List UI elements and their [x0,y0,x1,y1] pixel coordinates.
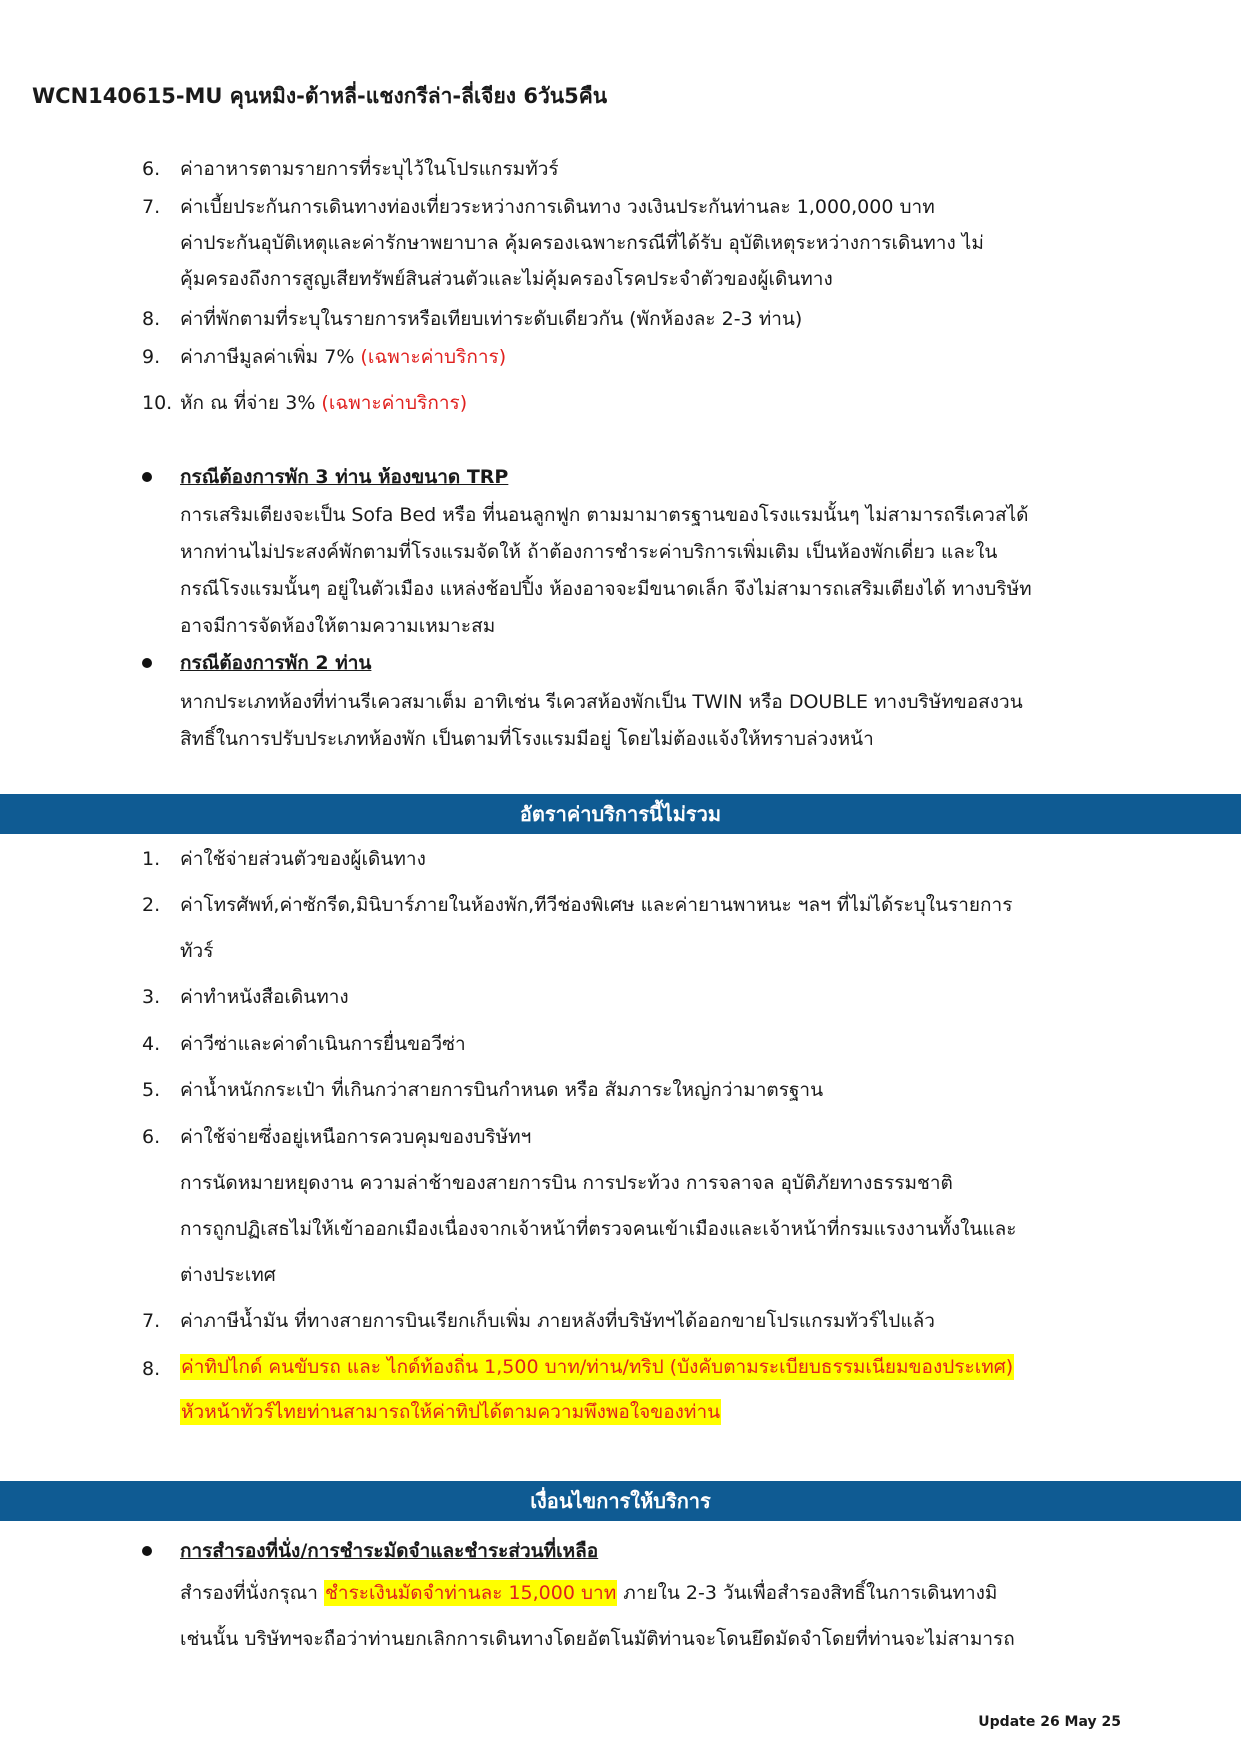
list-number: 7. [142,1310,161,1332]
list-item [180,348,506,367]
room-note-line: หากท่านไม่ประสงค์พักตามที่โรงแรมจัดให้ ถ้าต้องการชำระค่าบริการเพิ่มเติม เป็นห้องพักเดี่ยว และใน [180,541,998,563]
list-item: ค่าใช้จ่ายส่วนตัวของผู้เดินทาง [180,848,426,870]
room-note-heading: กรณีต้องการพัก 2 ท่าน [180,652,372,674]
conditions-line: เช่นนั้น บริษัทฯจะถือว่าท่านยกเลิกการเดินทางโดยอัตโนมัติท่านจะโดนยึดมัดจำโดยที่ท่านจะไม่สามารถ [180,1628,1015,1650]
room-note-line: อาจมีการจัดห้องให้ตามความเหมาะสม [180,615,496,637]
list-number: 9. [142,346,161,368]
list-item: ค่าทำหนังสือเดินทาง [180,986,349,1008]
section-banner-conditions: เงื่อนไขการให้บริการ [0,1481,1241,1521]
list-item-continuation: ค่าประกันอุบัติเหตุและค่ารักษาพยาบาล คุ้มครองเฉพาะกรณีที่ได้รับ อุบัติเหตุระหว่างการเดินทาง ไม่ [180,232,984,254]
list-number: 3. [142,986,161,1008]
list-number: 4. [142,1033,161,1055]
list-item [162,394,467,413]
room-note-line: หากประเภทห้องที่ท่านรีเควสมาเต็ม อาทิเช่น รีเควสห้องพักเป็น TWIN หรือ DOUBLE ทางบริษัทขอสงวน [180,691,1023,713]
update-date: Update 26 May 25 [978,1714,1121,1730]
conditions-line [180,1584,997,1603]
list-item-highlighted [180,1403,721,1422]
service-only-note: (เฉพาะค่าบริการ) [360,346,507,368]
list-number: 6. [142,1126,161,1148]
bullet-icon [142,472,152,482]
list-number: 7. [142,196,161,218]
list-item: ค่าวีซ่าและค่าดำเนินการยื่นขอวีซ่า [180,1033,466,1055]
document-title: WCN140615-MU คุนหมิง-ต้าหลี่-แชงกรีล่า-ลี่เจียง 6วัน5คืน [32,84,608,108]
deposit-highlight: ชำระเงินมัดจำท่านละ 15,000 บาท [325,1582,617,1604]
section-banner-excluded: อัตราค่าบริการนี้ไม่รวม [0,794,1241,834]
list-number: 1. [142,848,161,870]
tip-highlight: ค่าทิปไกด์ คนขับรถ และ ไกด์ท้องถิ่น 1,500 บาท/ท่าน/ทริป (บังคับตามระเบียบธรรมเนียมของประเทศ) [181,1356,1014,1378]
tip-highlight: หัวหน้าทัวร์ไทยท่านสามารถให้ค่าทิปได้ตามความพึงพอใจของท่าน [181,1401,721,1423]
list-item: ค่าที่พักตามที่ระบุในรายการหรือเทียบเท่าระดับเดียวกัน (พักห้องละ 2-3 ท่าน) [180,308,803,330]
list-number: 8. [142,1358,161,1380]
list-item: ค่าอาหารตามรายการที่ระบุไว้ในโปรแกรมทัวร์ [180,158,559,180]
list-item: ค่าเบี้ยประกันการเดินทางท่องเที่ยวระหว่างการเดินทาง วงเงินประกันท่านละ 1,000,000 บาท [180,196,935,218]
list-number: 2. [142,894,161,916]
list-item: ค่าโทรศัพท์,ค่าซักรีด,มินิบาร์ภายในห้องพัก,ทีวีช่องพิเศษ และค่ายานพาหนะ ฯลฯ ที่ไม่ได้ระบุในรายการ [180,894,1013,916]
room-note-heading: กรณีต้องการพัก 3 ท่าน ห้องขนาด TRP [180,466,509,488]
list-item: ค่าใช้จ่ายซึ่งอยู่เหนือการควบคุมของบริษัทฯ [180,1126,532,1148]
list-number: 10. [142,392,173,414]
list-number: 5. [142,1079,161,1101]
conditions-text: ภายใน 2-3 วันเพื่อสำรองสิทธิ์ในการเดินทางมิ [617,1582,998,1604]
list-item-continuation: การถูกปฏิเสธไม่ให้เข้าออกเมืองเนื่องจากเจ้าหน้าที่ตรวจคนเข้าเมืองและเจ้าหน้าที่กรมแรงงานทั้งในและ [180,1218,1017,1240]
item-text: ค่าภาษีมูลค่าเพิ่ม 7% [180,346,361,368]
conditions-heading: การสำรองที่นั่ง/การชำระมัดจำและชำระส่วนที่เหลือ [180,1540,599,1562]
list-item-continuation: การนัดหมายหยุดงาน ความล่าช้าของสายการบิน การประท้วง การจลาจล อุบัติภัยทางธรรมชาติ [180,1172,953,1194]
conditions-text: สำรองที่นั่งกรุณา [180,1582,324,1604]
room-note-line: กรณีโรงแรมนั้นๆ อยู่ในตัวเมือง แหล่งช้อปปิ้ง ห้องอาจจะมีขนาดเล็ก จึงไม่สามารถเสริมเตียงได้ ทางบริษัท [180,578,1032,600]
service-only-note: (เฉพาะค่าบริการ) [321,392,468,414]
bullet-icon [142,1546,152,1556]
list-item-highlighted [180,1358,1014,1377]
item-text: หัก ณ ที่จ่าย 3% [180,392,322,414]
list-item-continuation: ทัวร์ [180,940,214,962]
list-number: 6. [142,158,161,180]
bullet-icon [142,658,152,668]
list-item: ค่าน้ำหนักกระเป๋า ที่เกินกว่าสายการบินกำหนด หรือ สัมภาระใหญ่กว่ามาตรฐาน [180,1079,824,1101]
list-item-continuation: คุ้มครองถึงการสูญเสียทรัพย์สินส่วนตัวและไม่คุ้มครองโรคประจำตัวของผู้เดินทาง [180,268,833,290]
list-item: ค่าภาษีน้ำมัน ที่ทางสายการบินเรียกเก็บเพิ่ม ภายหลังที่บริษัทฯได้ออกขายโปรแกรมทัวร์ไปแล้ว [180,1310,935,1332]
list-item-continuation: ต่างประเทศ [180,1264,276,1286]
list-number: 8. [142,308,161,330]
room-note-line: การเสริมเตียงจะเป็น Sofa Bed หรือ ที่นอนลูกฟูก ตามมามาตรฐานของโรงแรมนั้นๆ ไม่สามารถรีเควสได้ [180,504,1029,526]
room-note-line: สิทธิ์ในการปรับประเภทห้องพัก เป็นตามที่โรงแรมมีอยู่ โดยไม่ต้องแจ้งให้ทราบล่วงหน้า [180,728,874,750]
